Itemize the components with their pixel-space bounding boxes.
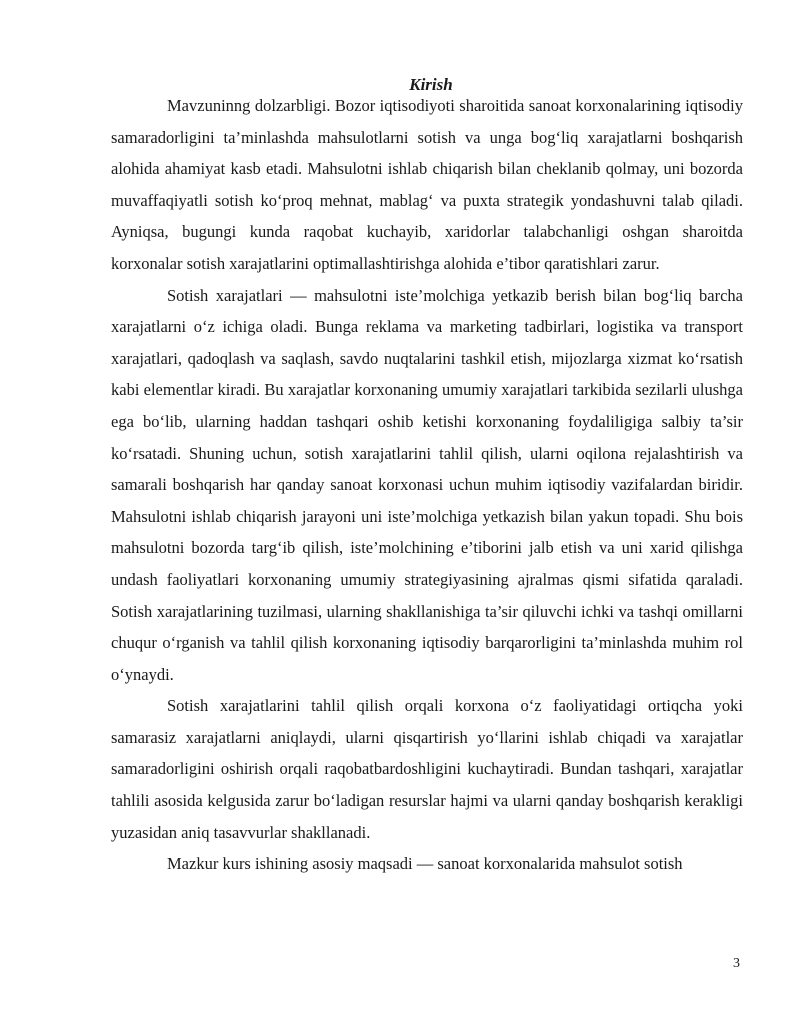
paragraph-course-goal: Mazkur kurs ishining asosiy maqsadi — sanoat korxonalarida mahsulot sotish <box>167 854 683 874</box>
paragraph-expense-analysis: Sotish xarajatlarini tahlil qilish orqali korxona o‘z faoliyatidagi ortiqcha yoki samarasiz xarajatlarni aniqlaydi, ularni qisqartirish yo‘llarini ishlab chiqadi va xarajatlar samaradorligini oshirish orqali raqobatbardoshligini kuchaytiradi. Bundan tashqari, xarajatlar tahlili asosida kelgusida zarur bo‘ladigan resurslar hajmi va ularni qanday boshqarish kerakligi yuzasidan aniq tasavvurlar shakllanadi. <box>111 696 743 842</box>
document-body <box>111 90 743 880</box>
paragraph-relevance: Mavzuninng dolzarbligi. Bozor iqtisodiyoti sharoitida sanoat korxonalarining iqtisodiy samaradorligini ta’minlashda mahsulotlarni sotish va unga bog‘liq xarajatlarni boshqarish alohida ahamiyat kasb etadi. Mahsulotni ishlab chiqarish bilan cheklanib qolmay, uni bozorda muvaffaqiyatli sotish ko‘proq mehnat, mablag‘ va puxta strategik yondashuvni talab qiladi. Ayniqsa, bugungi kunda raqobat kuchayib, xaridorlar talabchanligi oshgan sharoitda korxonalar sotish xarajatlarini optimallashtirishga alohida e’tibor qaratishlari zarur. <box>111 96 743 273</box>
page-number: 3 <box>733 956 740 971</box>
section-heading: Kirish <box>409 75 453 94</box>
paragraph-sales-expenses: Sotish xarajatlari — mahsulotni iste’molchiga yetkazib berish bilan bog‘liq barcha xarajatlarni o‘z ichiga oladi. Bunga reklama va marketing tadbirlari, logistika va transport xarajatlari, qadoqlash va saqlash, savdo nuqtalarini tashkil etish, mijozlarga xizmat ko‘rsatish kabi elementlar kiradi. Bu xarajatlar korxonaning umumiy xarajatlari tarkibida sezilarli ulushga ega bo‘lib, ularning haddan tashqari oshib ketishi korxonaning foydaliligiga salbiy ta’sir ko‘rsatadi. Shuning uchun, sotish xarajatlarini tahlil qilish, ularni oqilona rejalashtirish va samarali boshqarish har qanday sanoat korxonasi uchun muhim iqtisodiy vazifalardan biridir. Mahsulotni ishlab chiqarish jarayoni uni iste’molchiga yetkazish bilan yakun topadi. Shu bois mahsulotni bozorda targ‘ib qilish, iste’molchining e’tiborini jalb etish va uni xarid qilishga undash faoliyatlari korxonaning umumiy strategiyasining ajralmas qismi sifatida qaraladi. Sotish xarajatlarining tuzilmasi, ularning shakllanishiga ta’sir qiluvchi ichki va tashqi omillarni chuqur o‘rganish va tahlil qilish korxonaning iqtisodiy barqarorligini ta’minlashda muhim rol o‘ynaydi. <box>111 285 743 684</box>
